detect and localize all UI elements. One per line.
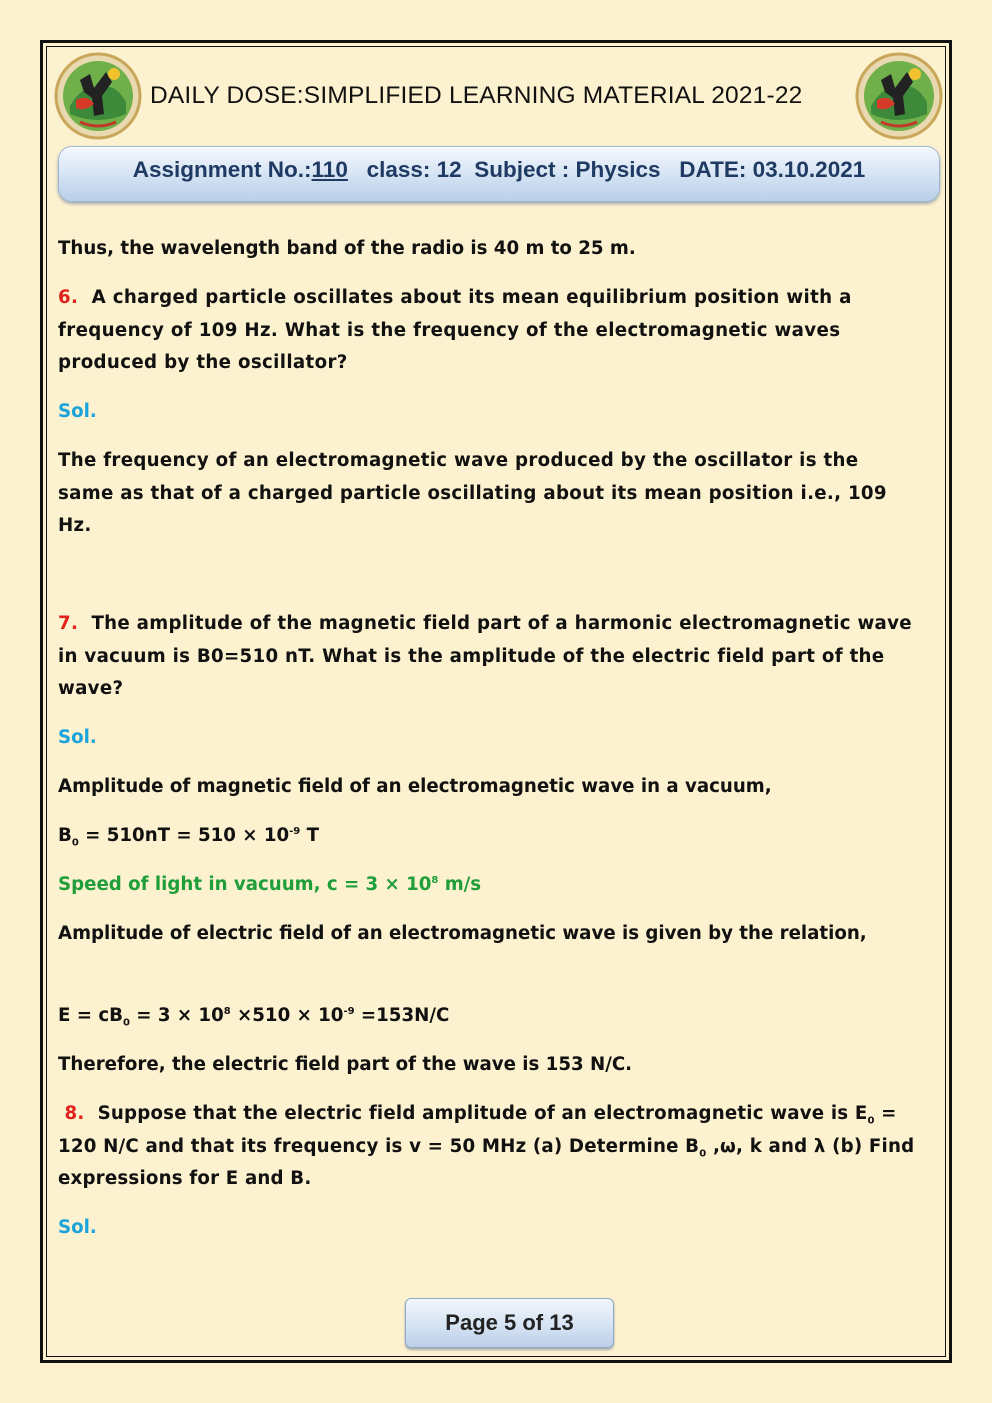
eq-subscript: 0 (867, 1115, 875, 1127)
solution-line: Amplitude of electric field of an electromagnetic wave is given by the relation, (58, 923, 867, 944)
class-label: class: 12 (366, 157, 462, 182)
question-text: ,ω, k and λ (b) Find expressions for E and B. (58, 1135, 915, 1189)
intro-line: Thus, the wavelength band of the radio is 40 m to 25 m. (58, 238, 636, 259)
assignment-info-bar (58, 146, 940, 202)
eq-superscript: 8 (223, 1005, 231, 1017)
question-number: 8. (64, 1103, 85, 1124)
eq-part: =153N/C (354, 1005, 450, 1026)
e-equation (58, 1000, 918, 1033)
school-logo-left (54, 52, 142, 140)
eq-part: E = cB (58, 1005, 123, 1026)
eq-superscript: -9 (343, 1005, 355, 1017)
question-8 (58, 1098, 918, 1196)
eq-part: ×510 × 10 (230, 1005, 344, 1026)
question-text: The amplitude of the magnetic field part of a harmonic electromagnetic wave in vacuum is B0=510 nT. What is the amplitude of the electric field part of the wave? (58, 613, 912, 699)
b0-equation (58, 820, 918, 853)
conclusion-line: Therefore, the electric field part of the wave is 153 N/C. (58, 1054, 633, 1075)
question-text: = 120 N/C and that its frequency is v = 50 MHz (a) Determine B (58, 1103, 897, 1157)
eq-superscript: -9 (289, 825, 301, 837)
eq-part: = 510nT = 510 × 10 (78, 825, 290, 846)
question-7 (58, 608, 918, 706)
subject-label: Subject : Physics (474, 157, 661, 182)
assignment-number: 110 (311, 157, 348, 182)
question-text: A charged particle oscillates about its mean equilibrium position with a frequency of 109 Hz. What is the frequency of the electromagnetic waves produced by the oscillator? (58, 287, 852, 373)
eq-superscript: 8 (431, 874, 439, 886)
eq-part: = 3 × 10 (129, 1005, 224, 1026)
eq-part: T (300, 825, 320, 846)
eq-part: Speed of light in vacuum, c = 3 × 10 (58, 874, 432, 895)
question-number: 6. (58, 287, 79, 308)
eq-subscript: 0 (699, 1148, 707, 1160)
date-label: DATE: 03.10.2021 (679, 157, 866, 182)
speed-of-light-line (58, 869, 918, 902)
question-6 (58, 282, 918, 380)
eq-part: m/s (438, 874, 482, 895)
assignment-label: Assignment No.: (132, 157, 312, 182)
document-title: DAILY DOSE:SIMPLIFIED LEARNING MATERIAL 2021-22 (150, 82, 803, 109)
assignment-info (59, 157, 939, 183)
solution-line: Amplitude of magnetic field of an electromagnetic wave in a vacuum, (58, 776, 772, 797)
page-number-box (405, 1298, 614, 1348)
eq-subscript: 0 (71, 837, 79, 849)
page-number: Page 5 of 13 (445, 1310, 574, 1335)
eq-subscript: 0 (122, 1017, 130, 1029)
answer-6: The frequency of an electromagnetic wave produced by the oscillator is the same as that of a charged particle oscillating about its mean position i.e., 109 Hz. (58, 450, 887, 536)
question-text: Suppose that the electric field amplitude of an electromagnetic wave is E (97, 1103, 868, 1124)
solution-label: Sol. (58, 401, 97, 422)
eq-part: B (58, 825, 72, 846)
question-number: 7. (58, 613, 79, 634)
school-logo-right (855, 52, 943, 140)
solution-label: Sol. (58, 727, 97, 748)
solution-label: Sol. (58, 1217, 97, 1238)
